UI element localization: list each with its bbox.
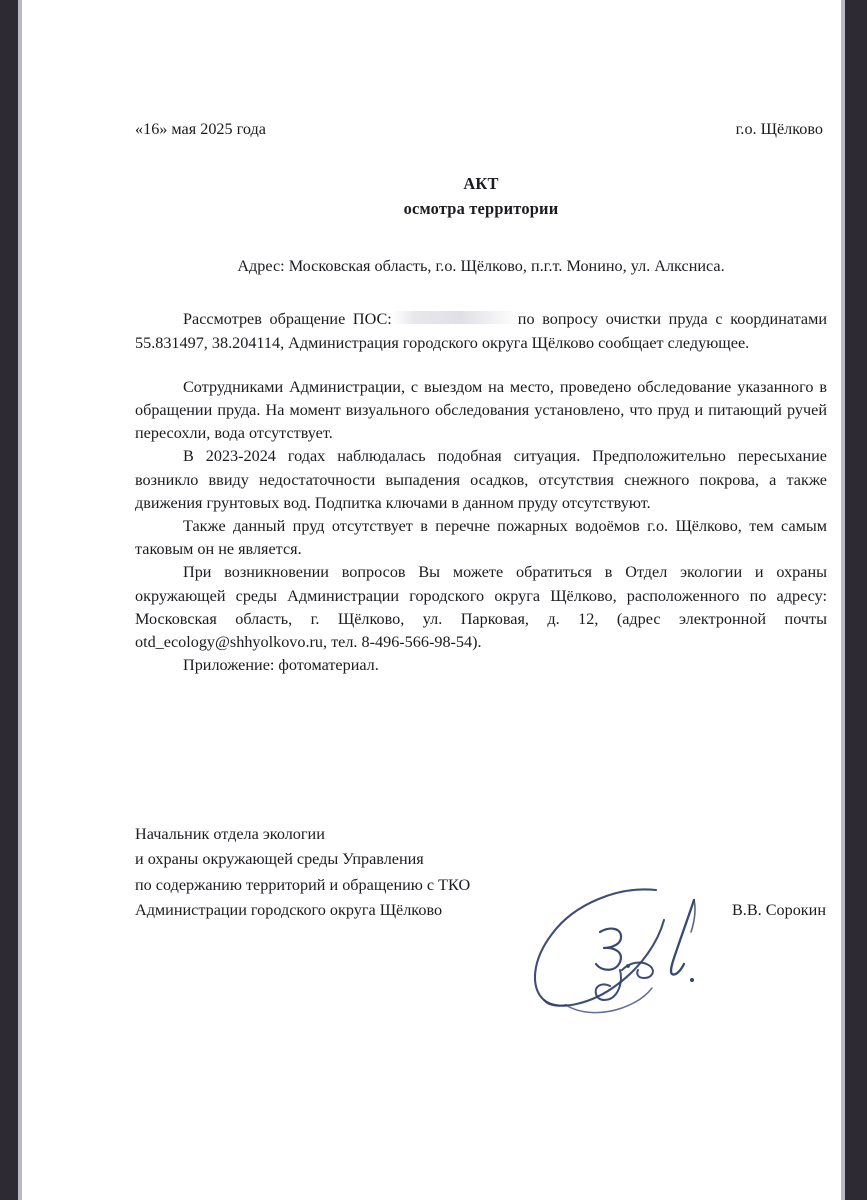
paragraph-appeal (135, 308, 827, 354)
screenshot-right-seam (841, 0, 845, 1200)
signer-name: В.В. Сорокин (731, 901, 826, 920)
title-line-subject: осмотра территории (403, 199, 559, 219)
paragraph-appeal-after-redaction: по вопросу очистки пруда с координатами 55.831497, 38.204114, Администрация городского округа Щёлково сообщает следующее. (135, 310, 827, 352)
signature-block (135, 822, 835, 924)
document-date: «16» мая 2025 года (135, 120, 266, 138)
paragraph-appeal-before-redaction: Рассмотрев обращение ПОС: (183, 310, 392, 329)
signature-position-line-2: и охраны окружающей среды Управления (135, 850, 424, 869)
paragraph-history: В 2023-2024 годах наблюдалась подобная ситуация. Предположительно пересыхание возникло ввиду недостаточности выпадения осадков, отсутствия снежного покрова, а также движения грунтовых вод. Подпитка ключами в данном пруду отсутствуют. (135, 447, 827, 512)
paragraph-inspection: Сотрудниками Администрации, с выездом на место, проведено обследование указанного в обращении пруда. На момент визуального обследования установлено, что пруд и питающий ручей пересохли, вода отсутствует. (135, 377, 827, 443)
site-address-line: Адрес: Московская область, г.о. Щёлково, п.г.т. Монино, ул. Алксниса. (237, 257, 725, 276)
signature-position-line-4: Администрации городского округа Щёлково (135, 901, 443, 920)
document-place: г.о. Щёлково (735, 120, 823, 138)
redacted-pos-number (392, 311, 518, 324)
document-page (22, 0, 845, 1200)
screenshot-left-seam (18, 0, 22, 1200)
paragraph-contacts: При возникновении вопросов Вы можете обратиться в Отдел экологии и охраны окружающей среды Администрации городского округа Щёлково, расположенного по адресу: Московская область, г. Щёлково, ул. Парковая, д. 12, (адрес электронной почты otd_ecology@shhyolkovo.ru, тел. 8-496-566-98-54). (135, 563, 827, 652)
signature-position-line-1: Начальник отдела экологии (135, 825, 325, 843)
document-body (135, 118, 827, 677)
paragraph-fire-reservoir: Также данный пруд отсутствует в перечне пожарных водоёмов г.о. Щёлково, тем самым таковым он не является. (135, 517, 827, 559)
paragraph-appendix: Приложение: фотоматериал. (183, 656, 379, 675)
title-line-act: АКТ (463, 174, 499, 194)
document-page-inner (22, 0, 845, 1200)
screenshot-right-edge-bar (845, 0, 867, 1200)
screenshot-left-edge-bar (0, 0, 18, 1200)
document-header (135, 118, 827, 141)
document-title (135, 171, 827, 221)
signature-position-line-3: по содержанию территорий и обращению с ТКО (135, 875, 471, 894)
signature-last-row (135, 898, 828, 923)
